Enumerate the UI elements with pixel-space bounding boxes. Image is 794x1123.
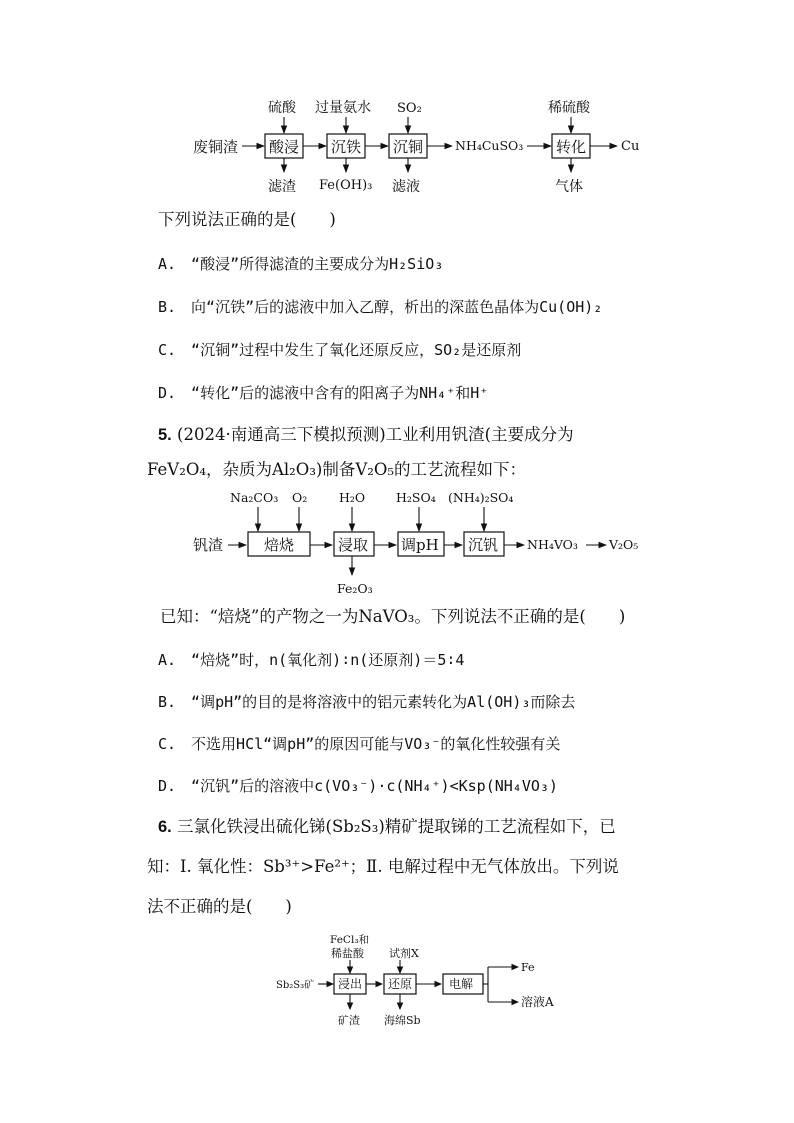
option-a: A. “焙烧”时，n(氧化剂)∶n(还原剂)＝5∶4 bbox=[158, 651, 465, 669]
diagram3-step-label: 还原 bbox=[388, 977, 413, 991]
question-6-stem-1: 三氯化铁浸出硫化锑(Sb₂S₃)精矿提取锑的工艺流程如下，已 bbox=[177, 817, 616, 836]
diagram3-output: 海绵Sb bbox=[384, 1014, 421, 1027]
diagram1-input: 稀硫酸 bbox=[548, 100, 590, 116]
diagram1-step-label: 沉铁 bbox=[331, 138, 362, 156]
diagram3-product: Fe bbox=[521, 961, 535, 974]
question-5-known: 已知：“焙烧”的产物之一为NaVO₃。下列说法不正确的是( ) bbox=[160, 607, 626, 626]
diagram2-input: O₂ bbox=[292, 490, 308, 505]
diagram3-input: FeCl₃和 bbox=[330, 934, 370, 946]
diagram1-output: Fe(OH)₃ bbox=[319, 178, 373, 193]
diagram3-start: Sb₂S₃矿 bbox=[276, 980, 315, 991]
diagram1-start: 废铜渣 bbox=[193, 138, 239, 156]
diagram1-intermediate: NH₄CuSO₃ bbox=[455, 138, 524, 153]
diagram1-input: 过量氨水 bbox=[315, 100, 371, 116]
question-5-stem-1: (2024·南通高三下模拟预测)工业利用钒渣(主要成分为 bbox=[177, 425, 574, 444]
diagram1-product: Cu bbox=[621, 139, 640, 154]
diagram1-output: 滤液 bbox=[392, 179, 420, 195]
question-stem: 下列说法正确的是( ) bbox=[158, 210, 336, 229]
diagram2-input: H₂SO₄ bbox=[396, 490, 436, 505]
diagram1-output: 气体 bbox=[555, 179, 583, 195]
option-a: A. “酸浸”所得滤渣的主要成分为H₂SiO₃ bbox=[158, 255, 444, 273]
diagram1-input: SO₂ bbox=[397, 101, 422, 116]
diagram3-step-label: 浸出 bbox=[338, 977, 363, 991]
diagram3-product: 溶液A bbox=[521, 995, 554, 1009]
diagram3-output: 矿渣 bbox=[338, 1014, 360, 1027]
question-number: 5. bbox=[158, 426, 172, 444]
diagram2-byproduct: Fe₂O₃ bbox=[337, 581, 373, 596]
option-d: D. “转化”后的滤液中含有的阳离子为NH₄⁺和H⁺ bbox=[158, 384, 489, 402]
option-b: B. 向“沉铁”后的滤液中加入乙醇，析出的深蓝色晶体为Cu(OH)₂ bbox=[158, 298, 603, 316]
diagram1-step-label: 沉铜 bbox=[393, 138, 424, 156]
diagram2-step-label: 焙烧 bbox=[264, 536, 295, 554]
diagram2-step-label: 浸取 bbox=[338, 536, 369, 554]
diagram3-input: 试剂X bbox=[389, 947, 419, 960]
diagram2-input: H₂O bbox=[339, 490, 366, 505]
diagram2-input: Na₂CO₃ bbox=[230, 490, 279, 505]
diagram1-output: 滤渣 bbox=[268, 179, 296, 195]
question-5-line2: FeV₂O₄，杂质为Al₂O₃)制备V₂O₅的工艺流程如下： bbox=[147, 460, 527, 479]
diagram3-input: 稀盐酸 bbox=[331, 947, 364, 960]
question-number: 6. bbox=[158, 818, 172, 836]
question-6-line2: 知：Ⅰ. 氧化性：Sb³⁺>Fe²⁺；Ⅱ. 电解过程中无气体放出。下列说 bbox=[147, 857, 619, 876]
option-d: D. “沉钒”后的溶液中c(VO₃⁻)·c(NH₄⁺)<Ksp(NH₄VO₃) bbox=[158, 777, 558, 795]
diagram2-product: V₂O₅ bbox=[609, 537, 639, 552]
diagram1-input: 硫酸 bbox=[268, 100, 296, 116]
diagram2-step-label: 调pH bbox=[401, 536, 439, 554]
diagram2-start: 钒渣 bbox=[193, 536, 224, 554]
diagram2-step-label: 沉钒 bbox=[468, 536, 499, 554]
diagram3-step-label: 电解 bbox=[449, 977, 474, 991]
diagram1-step-label: 转化 bbox=[556, 138, 587, 156]
option-c: C. “沉铜”过程中发生了氧化还原反应，SO₂是还原剂 bbox=[158, 341, 522, 359]
diagram1-step-label: 酸浸 bbox=[269, 138, 300, 156]
question-6-line3: 法不正确的是( ) bbox=[147, 897, 292, 916]
option-c: C. 不选用HCl“调pH”的原因可能与VO₃⁻的氧化性较强有关 bbox=[158, 735, 561, 753]
option-b: B. “调pH”的目的是将溶液中的铝元素转化为Al(OH)₃而除去 bbox=[158, 693, 576, 711]
diagram2-input: (NH₄)₂SO₄ bbox=[448, 490, 514, 505]
diagram2-intermediate: NH₄VO₃ bbox=[527, 537, 578, 552]
